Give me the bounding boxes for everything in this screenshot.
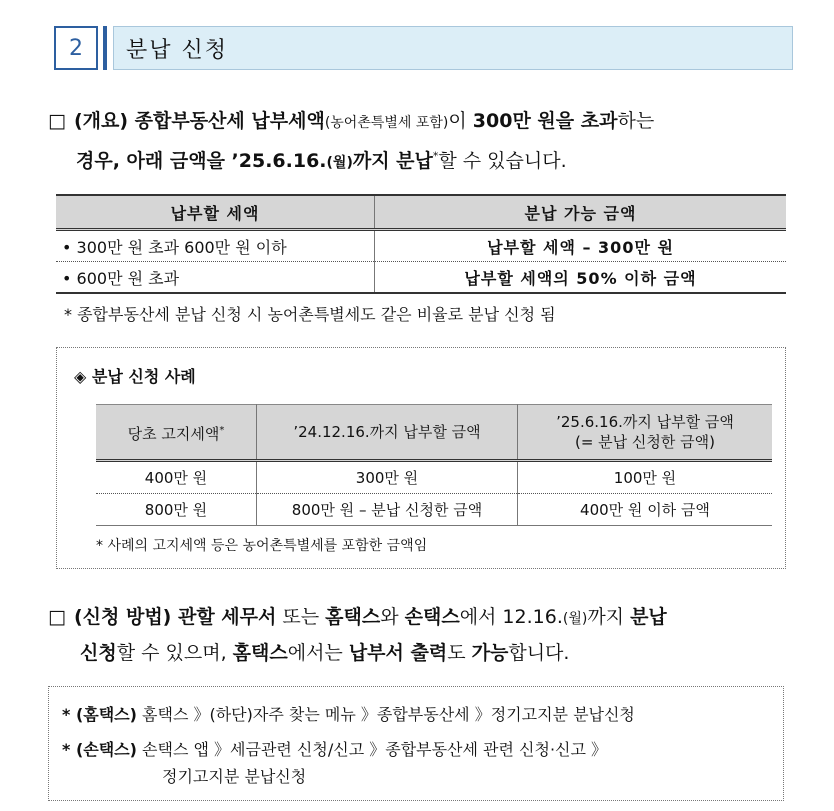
text-run: 에서는 — [287, 642, 349, 664]
text-run: (농어촌특별세 포함) — [324, 115, 449, 131]
table-row — [96, 494, 772, 526]
section-number: 2 — [54, 26, 98, 70]
sontax-path: * (손택스) 손택스 앱 》세금관련 신청/신고 》종합부동산세 관련 신청·신고 》 — [62, 740, 608, 759]
cell-tax-range: • 300만 원 초과 600만 원 이하 — [56, 230, 375, 262]
table-row — [56, 262, 786, 294]
cell: 800만 원 – 분납 신청한 금액 — [257, 494, 518, 526]
text-run: 가능 — [471, 642, 509, 664]
text-run: 에서 12.16. — [459, 606, 563, 628]
header-first-payment: ’24.12.16.까지 납부할 금액 — [257, 405, 518, 461]
text-run: 까지 — [587, 606, 631, 628]
overview-line-1 — [48, 104, 808, 140]
text-run: 와 — [380, 606, 405, 628]
method-line-1 — [48, 600, 808, 636]
text-run: 합니다. — [508, 642, 570, 664]
text-run: 또는 — [276, 606, 326, 628]
header-installable-amount: 분납 가능 금액 — [375, 195, 787, 230]
text-run: (신청 방법) 관할 세무서 — [73, 606, 277, 628]
section-divider — [103, 26, 107, 70]
text-run: 홈택스 — [325, 606, 381, 628]
text-run: (월) — [562, 611, 588, 627]
hometax-path: * (홈택스) 홈택스 》(하단)자주 찾는 메뉴 》종합부동산세 》정기고지분 분납신청 — [62, 705, 635, 724]
text-run: (개요) 종합부동산세 납부세액 — [73, 110, 325, 132]
text-run: * — [432, 150, 439, 163]
case-note: * 사례의 고지세액 등은 농어촌특별세를 포함한 금액임 — [96, 538, 428, 554]
cell: 800만 원 — [96, 494, 257, 526]
text-run: 까지 분납 — [352, 150, 433, 173]
header-second-payment: ’25.6.16.까지 납부할 금액 (= 분납 신청한 금액) — [518, 405, 773, 461]
text-run: 하는 — [617, 110, 655, 132]
text-run: 할 수 있으며, — [116, 642, 233, 664]
text-run: 홈택스 — [232, 642, 288, 664]
method-line-2 — [80, 636, 834, 670]
installment-amount-table — [56, 194, 786, 294]
text-run: 손택스 — [404, 606, 460, 628]
cell: 400만 원 이하 금액 — [518, 494, 773, 526]
overview-text-1 — [74, 110, 654, 132]
text-run: 신청 — [80, 642, 117, 664]
section-title: 분납 신청 — [113, 26, 793, 70]
header-tax-due: 납부할 세액 — [56, 195, 375, 230]
cell-installable: 납부할 세액의 50% 이하 금액 — [375, 262, 787, 294]
text-run: ’25.6.16. — [231, 150, 327, 173]
header-original-tax: 당초 고지세액* — [96, 405, 257, 461]
table-row — [96, 461, 772, 494]
table-note: * 종합부동산세 분납 신청 시 농어촌특별세도 같은 비율로 분납 신청 됨 — [64, 305, 556, 324]
text-run: 이 — [448, 110, 473, 132]
text-run: (월) — [326, 155, 353, 172]
text-run: 경우, 아래 금액을 — [76, 150, 232, 173]
method-text-1 — [74, 606, 667, 628]
overview-line-2 — [76, 140, 834, 180]
checkbox-square-icon: □ — [48, 606, 66, 628]
cell-installable: 납부할 세액 – 300만 원 — [375, 230, 787, 262]
text-run: 도 — [447, 642, 472, 664]
cell: 400만 원 — [96, 461, 257, 494]
sontax-path-continued: 정기고지분 분납신청 — [162, 767, 307, 786]
text-run: 300만 원을 초과 — [472, 110, 618, 132]
cell-tax-range: • 600만 원 초과 — [56, 262, 375, 294]
cell: 300만 원 — [257, 461, 518, 494]
overview-text-2 — [76, 150, 567, 172]
case-title: ◈ 분납 신청 사례 — [74, 367, 196, 386]
table-row — [56, 230, 786, 262]
text-run: 할 수 있습니다. — [438, 150, 567, 173]
cell: 100만 원 — [518, 461, 773, 494]
text-run: 분납 — [630, 606, 667, 628]
text-run: 납부서 출력 — [348, 642, 448, 664]
case-example-table — [96, 404, 772, 526]
checkbox-square-icon: □ — [48, 110, 66, 132]
method-text-2 — [80, 642, 569, 664]
